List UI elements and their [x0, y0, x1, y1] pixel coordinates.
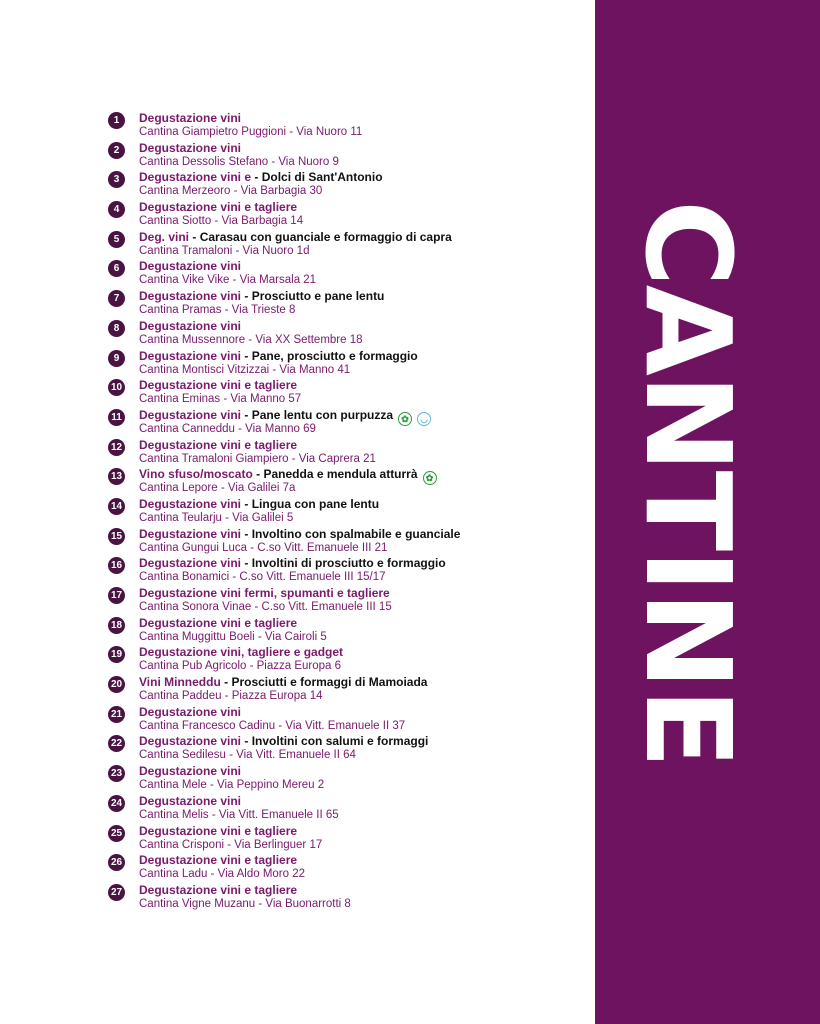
entry-location: Cantina Teularju - Via Galilei 5 [139, 511, 294, 524]
entry-offer [139, 141, 241, 156]
list-item [108, 527, 588, 557]
entry-offer [139, 497, 379, 512]
entry-separator: - [220, 675, 232, 690]
entry-separator: - [241, 556, 252, 571]
entry-separator: - [241, 289, 252, 304]
entry-offer-main: Degustazione vini e tagliere [139, 882, 298, 897]
list-item [108, 616, 588, 646]
entry-offer-food: Prosciutto e pane lentu [251, 289, 385, 304]
page-title: CANTINE [619, 200, 757, 767]
entry-offer [139, 824, 297, 839]
entry-location: Cantina Melis - Via Vitt. Emanuele II 65 [139, 808, 339, 821]
entry-location: Cantina Montisci Vitzizzai - Via Manno 41 [139, 363, 351, 376]
entry-location: Cantina Canneddu - Via Manno 69 [139, 422, 316, 435]
entry-offer-main: Degustazione vini [139, 793, 242, 808]
entry-offer [139, 883, 297, 898]
entry-offer-food: Prosciutti e formaggi di Mamoiada [231, 675, 428, 690]
list-item [108, 705, 588, 735]
entry-location: Cantina Siotto - Via Barbagia 14 [139, 215, 304, 228]
entry-location: Cantina Dessolis Stefano - Via Nuoro 9 [139, 155, 339, 168]
entry-offer [139, 259, 241, 274]
entry-offer [139, 705, 241, 720]
entry-offer-main: Vino sfuso/moscato [139, 467, 253, 482]
entry-offer [139, 200, 297, 215]
entry-offer-main: Degustazione vini fermi, spumanti e tagliere [139, 586, 390, 600]
entry-offer [139, 645, 343, 660]
entry-number-badge: 7 [108, 290, 125, 307]
entry-offer-main: Degustazione vini [139, 348, 242, 363]
entry-location: Cantina Merzeoro - Via Barbagia 30 [139, 185, 323, 198]
list-item [108, 556, 588, 586]
entry-offer-food: Carasau con guanciale e formaggio di capra [199, 229, 452, 244]
entry-location: Cantina Giampietro Puggioni - Via Nuoro 11 [139, 126, 363, 138]
entry-number-badge: 15 [108, 528, 125, 545]
entry-offer-main: Degustazione vini [139, 556, 242, 571]
list-item [108, 170, 588, 200]
entry-offer-food: Dolci di Sant'Antonio [261, 170, 383, 185]
list-item [108, 883, 588, 913]
list-item [108, 438, 588, 468]
entry-number-badge: 3 [108, 171, 125, 188]
entry-offer-main: Degustazione vini [139, 289, 242, 304]
entry-offer-main: Degustazione vini [139, 259, 242, 274]
entry-offer-main: Degustazione vini [139, 318, 242, 333]
entry-separator: - [241, 496, 252, 511]
list-item [108, 586, 588, 616]
entry-offer [139, 853, 297, 868]
entry-offer [139, 111, 241, 126]
entry-location: Cantina Vike Vike - Via Marsala 21 [139, 274, 317, 287]
entry-offer-main: Degustazione vini e [139, 170, 252, 185]
entry-offer-main: Vini Minneddu [139, 675, 221, 690]
entry-offer-main: Degustazione vini, tagliere e gadget [139, 645, 344, 660]
entry-offer-main: Degustazione vini [139, 704, 242, 719]
cantine-list [108, 111, 588, 913]
entry-offer-main: Degustazione vini [139, 140, 242, 155]
entry-offer [139, 556, 446, 571]
list-item [108, 289, 588, 319]
entry-offer-main: Degustazione vini e tagliere [139, 853, 298, 868]
entry-offer-main: Degustazione vini [139, 496, 242, 511]
entry-offer [139, 616, 297, 631]
list-item [108, 497, 588, 527]
entry-offer-main: Degustazione vini e tagliere [139, 437, 298, 452]
list-item [108, 734, 588, 764]
entry-offer-food: Pane, prosciutto e formaggio [251, 348, 418, 363]
entry-location: Cantina Vigne Muzanu - Via Buonarrotti 8 [139, 897, 351, 910]
entry-number-badge: 4 [108, 201, 125, 218]
entry-offer [139, 289, 384, 304]
list-item [108, 467, 588, 497]
list-item [108, 378, 588, 408]
entry-number-badge: 9 [108, 350, 125, 367]
entry-offer-main: Degustazione vini [139, 407, 242, 422]
entry-location: Cantina Paddeu - Piazza Europa 14 [139, 690, 323, 703]
entry-offer [139, 675, 427, 690]
lactose-free-icon: ◡ [417, 412, 431, 426]
entry-number-badge: 23 [108, 765, 125, 782]
entry-separator: - [252, 467, 264, 482]
entry-location: Cantina Gungui Luca - C.so Vitt. Emanuele III 21 [139, 541, 388, 554]
entry-number-badge: 13 [108, 468, 125, 485]
entry-location: Cantina Eminas - Via Manno 57 [139, 393, 302, 406]
list-item [108, 645, 588, 675]
entry-location: Cantina Mussennore - Via XX Settembre 18 [139, 333, 363, 346]
entry-offer-main: Degustazione vini [139, 734, 242, 749]
list-item [108, 853, 588, 883]
entry-location: Cantina Muggittu Boeli - Via Cairoli 5 [139, 630, 327, 643]
entry-location: Cantina Ladu - Via Aldo Moro 22 [139, 868, 306, 881]
list-item [108, 408, 588, 438]
entry-location: Cantina Pub Agricolo - Piazza Europa 6 [139, 660, 342, 673]
entry-offer-main: Degustazione vini [139, 111, 242, 125]
entry-offer [139, 586, 390, 601]
entry-offer [139, 230, 452, 245]
entry-number-badge: 19 [108, 646, 125, 663]
entry-offer [139, 438, 297, 453]
entry-number-badge: 16 [108, 557, 125, 574]
entry-number-badge: 24 [108, 795, 125, 812]
entry-offer [139, 794, 241, 809]
entry-number-badge: 2 [108, 142, 125, 159]
gluten-free-icon: ✿ [398, 412, 412, 426]
list-item [108, 794, 588, 824]
list-item [108, 141, 588, 171]
entry-offer-main: Degustazione vini e tagliere [139, 615, 298, 630]
list-item [108, 259, 588, 289]
entry-number-badge: 22 [108, 735, 125, 752]
list-item [108, 319, 588, 349]
entry-location: Cantina Sonora Vinae - C.so Vitt. Emanuele III 15 [139, 601, 392, 613]
entry-offer [139, 349, 418, 364]
entry-number-badge: 17 [108, 587, 125, 604]
entry-number-badge: 25 [108, 825, 125, 842]
entry-number-badge: 20 [108, 676, 125, 693]
entry-separator: - [251, 170, 262, 185]
entry-location: Cantina Tramaloni Giampiero - Via Caprera 21 [139, 452, 376, 465]
entry-offer-main: Degustazione vini [139, 526, 242, 541]
entry-offer-main: Deg. vini [139, 229, 190, 244]
entry-number-badge: 27 [108, 884, 125, 901]
entry-offer [139, 319, 241, 334]
list-item [108, 675, 588, 705]
entry-separator: - [241, 407, 252, 422]
list-item [108, 230, 588, 260]
entry-offer [139, 764, 241, 779]
list-item [108, 764, 588, 794]
entry-offer-food: Involtino con spalmabile e guanciale [251, 526, 461, 541]
entry-location: Cantina Crisponi - Via Berlinguer 17 [139, 838, 323, 851]
entry-number-badge: 5 [108, 231, 125, 248]
entry-offer-food: Involtini con salumi e formaggi [251, 734, 429, 749]
entry-location: Cantina Lepore - Via Galilei 7a [139, 482, 296, 495]
list-item [108, 200, 588, 230]
entry-number-badge: 11 [108, 409, 125, 426]
entry-offer-main: Degustazione vini [139, 764, 242, 779]
list-item [108, 111, 588, 141]
entry-offer-main: Degustazione vini e tagliere [139, 378, 298, 393]
entry-number-badge: 8 [108, 320, 125, 337]
entry-number-badge: 21 [108, 706, 125, 723]
gluten-free-icon: ✿ [423, 471, 437, 485]
entry-separator: - [189, 229, 200, 244]
entry-number-badge: 10 [108, 379, 125, 396]
entry-separator: - [241, 348, 252, 363]
entry-number-badge: 14 [108, 498, 125, 515]
entry-number-badge: 12 [108, 439, 125, 456]
entry-separator: - [241, 526, 252, 541]
entry-location: Cantina Tramaloni - Via Nuoro 1d [139, 244, 310, 257]
entry-offer-food: Involtini di prosciutto e formaggio [251, 556, 446, 571]
entry-number-badge: 26 [108, 854, 125, 871]
entry-number-badge: 1 [108, 112, 125, 129]
entry-offer [139, 378, 297, 393]
entry-location: Cantina Sedilesu - Via Vitt. Emanuele II 64 [139, 749, 356, 762]
entry-location: Cantina Mele - Via Peppino Mereu 2 [139, 779, 325, 792]
entry-offer-main: Degustazione vini e tagliere [139, 200, 298, 215]
entry-offer-main: Degustazione vini e tagliere [139, 823, 298, 838]
entry-offer-food: Pane lentu con purpuzza [251, 407, 394, 422]
entry-offer-food: Lingua con pane lentu [251, 496, 380, 511]
entry-offer-food: Panedda e mendula atturrà [263, 467, 418, 482]
entry-location: Cantina Bonamici - C.so Vitt. Emanuele III 15/17 [139, 571, 386, 584]
entry-number-badge: 18 [108, 617, 125, 634]
entry-offer [139, 734, 428, 749]
entry-location: Cantina Pramas - Via Trieste 8 [139, 304, 296, 317]
entry-number-badge: 6 [108, 260, 125, 277]
list-item [108, 349, 588, 379]
entry-separator: - [241, 734, 252, 749]
entry-offer [139, 527, 460, 542]
entry-offer [139, 170, 383, 185]
entry-location: Cantina Francesco Cadinu - Via Vitt. Emanuele II 37 [139, 719, 406, 732]
list-item [108, 824, 588, 854]
